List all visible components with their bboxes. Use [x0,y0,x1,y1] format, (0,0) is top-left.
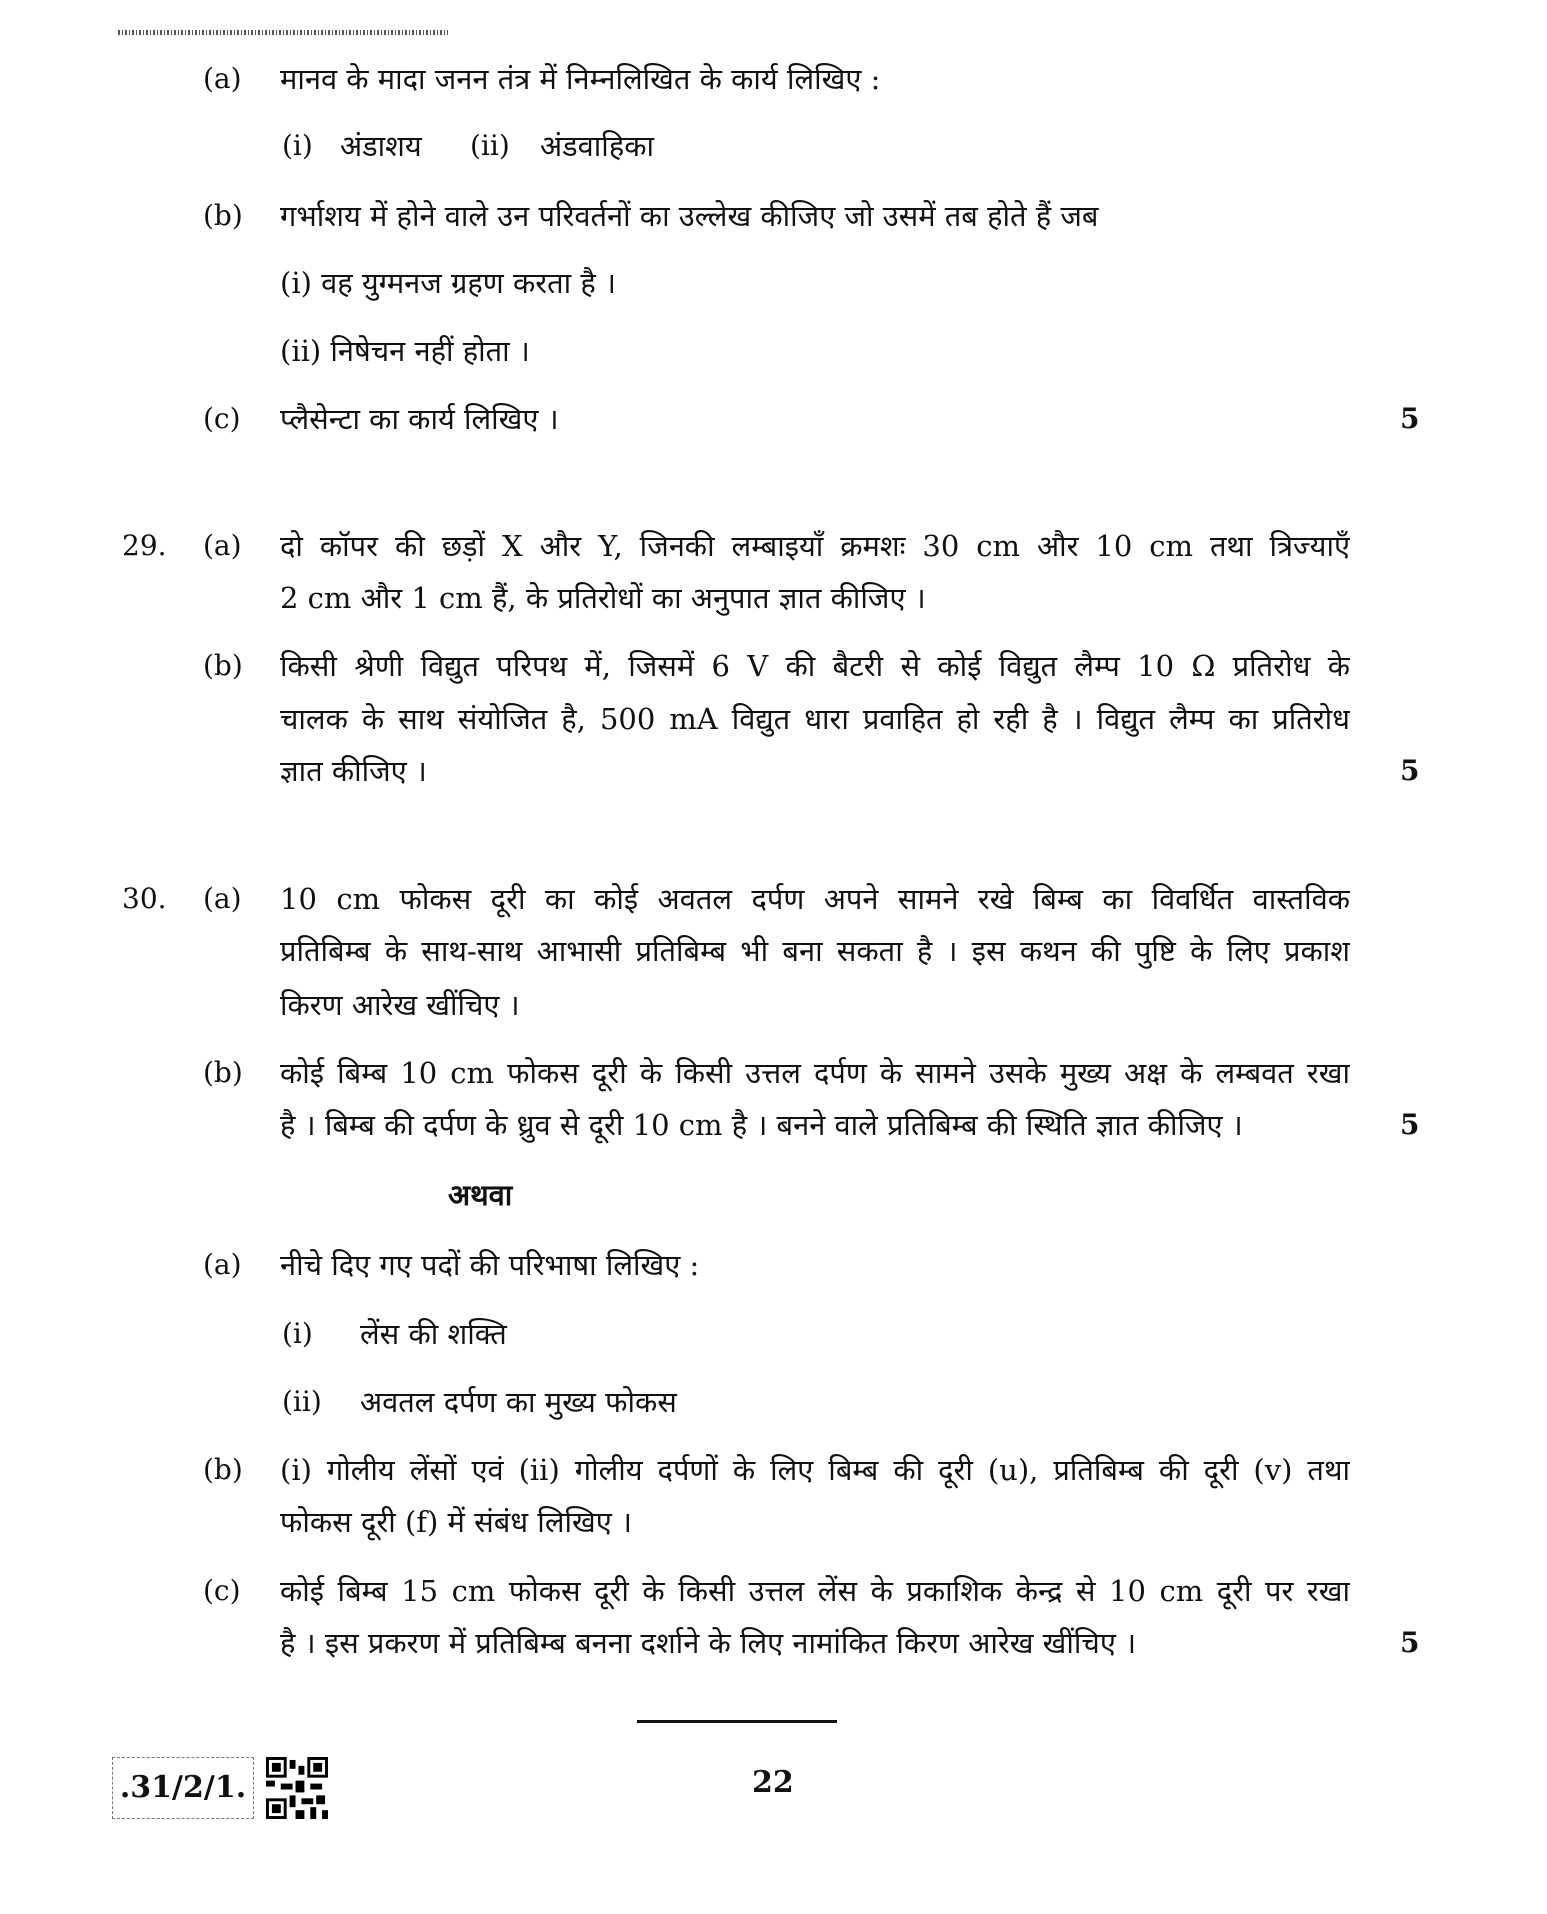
q30-alt-b-line: (i) गोलीय लेंसों एवं (ii) गोलीय दर्पणों के लिए बिम्ब की दूरी (u), प्रतिबिम्ब की दूरी (v) तथा [280,1453,1350,1487]
q28-a-ii-text: अंडवाहिका [540,129,654,163]
q28-b-i: (i) वह युग्मनज ग्रहण करता है । [280,266,616,300]
q28-a-label: (a) [203,62,242,95]
q29-number: 29. [122,529,167,562]
q30-a-line: प्रतिबिम्ब के साथ-साथ आभासी प्रतिबिम्ब भी बना सकता है । इस कथन की पुष्टि के लिए प्रकाश [280,934,1350,968]
q30-alt-c-line: कोई बिम्ब 15 cm फोकस दूरी के किसी उत्तल लेंस के प्रकाशिक केन्द्र से 10 cm दूरी पर रखा [280,1574,1350,1608]
q28-a-i-label: (i) [282,129,313,162]
q29-a-label: (a) [203,529,242,562]
q30-alt-a-i-label: (i) [282,1317,313,1350]
q28-b-label: (b) [203,199,243,232]
q28-c-label: (c) [203,402,241,435]
q28-b-text: गर्भाशय में होने वाले उन परिवर्तनों का उल्लेख कीजिए जो उसमें तब होते हैं जब [280,199,1099,233]
header-barcode [118,30,448,35]
q29-b-line: किसी श्रेणी विद्युत परिपथ में, जिसमें 6 V की बैटरी से कोई विद्युत लैम्प 10 Ω प्रतिरोध के [280,649,1350,683]
q28-c-text: प्लैसेन्टा का कार्य लिखिए । [280,402,559,436]
q30-number: 30. [122,882,167,915]
or-heading: अथवा [448,1178,513,1212]
q30-alt-c-label: (c) [203,1574,241,1607]
q30-alt-b-label: (b) [203,1453,243,1486]
q30-alt-a-i-text: लेंस की शक्ति [360,1317,507,1351]
q30-b-line: है । बिम्ब की दर्पण के ध्रुव से दूरी 10 cm है । बनने वाले प्रतिबिम्ब की स्थिति ज्ञात कीजिए । [280,1108,1243,1142]
qr-code-icon [266,1757,328,1819]
q29-a-line: 2 cm और 1 cm हैं, के प्रतिरोधों का अनुपात ज्ञात कीजिए । [280,581,926,615]
q30-a-label: (a) [203,882,242,915]
q30-alt-a-ii-label: (ii) [282,1385,322,1418]
q29-a-line: दो कॉपर की छड़ों X और Y, जिनकी लम्बाइयाँ क्रमशः 30 cm और 10 cm तथा त्रिज्याएँ [280,529,1350,563]
q30-alt-a-ii-text: अवतल दर्पण का मुख्य फोकस [360,1385,677,1419]
q28-a-ii-label: (ii) [470,129,510,162]
q30-alt-a-label: (a) [203,1248,242,1281]
end-rule [637,1720,837,1723]
q29-b-line: चालक के साथ संयोजित है, 500 mA विद्युत धारा प्रवाहित हो रही है । विद्युत लैम्प का प्रतिरोध [280,702,1350,736]
q30-a-line: 10 cm फोकस दूरी का कोई अवतल दर्पण अपने सामने रखे बिम्ब का विवर्धित वास्तविक [280,882,1350,916]
q28-a-text: मानव के मादा जनन तंत्र में निम्नलिखित के कार्य लिखिए : [280,62,881,96]
page-number: 22 [752,1765,794,1800]
q30-alt-a-text: नीचे दिए गए पदों की परिभाषा लिखिए : [280,1248,700,1282]
q30-marks: 5 [1400,1108,1420,1141]
q30-b-label: (b) [203,1056,243,1089]
q28-b-ii: (ii) निषेचन नहीं होता । [280,334,530,368]
q30-b-line: कोई बिम्ब 10 cm फोकस दूरी के किसी उत्तल दर्पण के सामने उसके मुख्य अक्ष के लम्बवत रखा [280,1056,1350,1090]
q30-alt-b-line: फोकस दूरी (f) में संबंध लिखिए । [280,1505,632,1539]
q29-b-label: (b) [203,649,243,682]
q29-marks: 5 [1400,754,1420,787]
q30-alt-marks: 5 [1400,1626,1420,1659]
q29-b-line: ज्ञात कीजिए । [280,754,427,788]
paper-code: .31/2/1. [112,1757,254,1819]
q28-a-i-text: अंडाशय [340,129,422,163]
q28-marks: 5 [1400,402,1420,435]
q30-alt-c-line: है । इस प्रकरण में प्रतिबिम्ब बनना दर्शाने के लिए नामांकित किरण आरेख खींचिए । [280,1626,1137,1660]
q30-a-line: किरण आरेख खींचिए । [280,988,520,1022]
